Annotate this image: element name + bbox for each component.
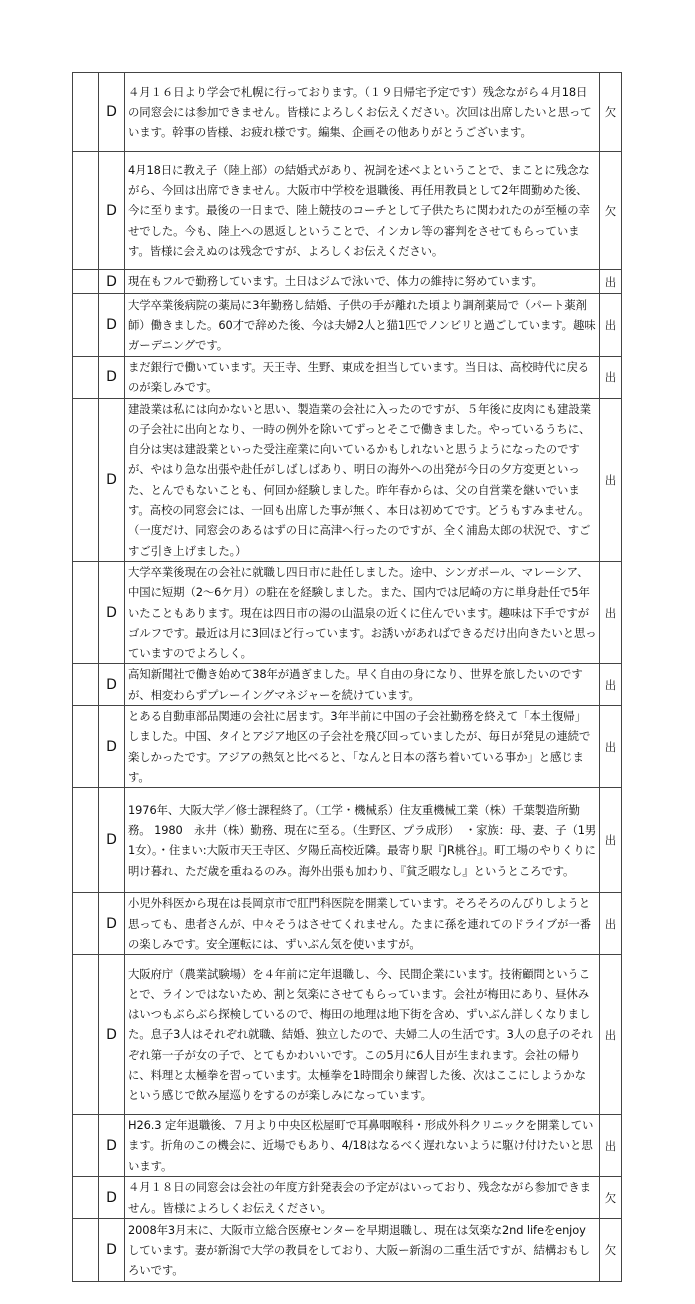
comment-cell: 建設業は私には向かないと思い、製造業の会社に入ったのですが、５年後に皮肉にも建設業の子会社に出向となり、一時の例外を除いてずっとそこで働きました。やっているうちに、自分は実は建設業といった受注産業に向いているかもしれないと思うようになったのですが、やはり急な出張や赴任がしばしばあり、明日の海外への出発が今日の夕方変更といった、とんでもないことも、何回か経験しました。昨年春からは、父の自営業を継いでいます。高校の同窓会には、一回も出席した事が無く、本日は初めてです。どうもすみません。（一度だけ、同窓会のあるはずの日に高津へ行ったのですが、全く浦島太郎の状況で、すごすご引き上げました。） [125,398,600,561]
attendance-cell: 出 [600,893,622,955]
comment-cell: 大学卒業後病院の薬局に3年勤務し結婚、子供の手が離れた頃より調剤薬局で（パート薬剤師）働きました。60才で辞めた後、今は夫婦2人と猫1匹でノンビリと過ごしています。趣味ガーデニングです。 [125,294,600,357]
table-row [73,955,622,1115]
blank-cell [73,398,99,561]
class-cell: D [99,1115,125,1177]
blank-cell [73,1219,99,1282]
table-row [73,1177,622,1219]
comment-cell: 4月18日に教え子（陸上部）の結婚式があり、祝詞を述べよということで、まことに残念ながら、今回は出席できません。大阪市中学校を退職後、再任用教員として2年間勤めた後、今に至ります。最後の一日まで、陸上競技のコーチとして子供たちに関われたのが至極の幸せでした。今も、陸上への恩返しということで、インカレ等の審判をさせてもらっています。皆様に会えぬのは残念ですが、よろしくお伝えください。 [125,152,600,270]
blank-cell [73,294,99,357]
table-row [73,1219,622,1282]
alumni-message-table [72,72,622,1282]
attendance-cell: 出 [600,561,622,663]
attendance-cell: 欠 [600,73,622,152]
class-cell: D [99,357,125,399]
attendance-cell: 欠 [600,152,622,270]
blank-cell [73,1177,99,1219]
blank-cell [73,788,99,893]
comment-cell: まだ銀行で働いています。天王寺、生野、東成を担当しています。当日は、高校時代に戻るのが楽しみです。 [125,357,600,399]
table-row [73,706,622,788]
class-cell: D [99,270,125,294]
comment-cell: 大学卒業後現在の会社に就職し四日市に赴任しました。途中、シンガポール、マレーシア、中国に短期（2〜6ケ月）の駐在を経験しました。また、国内では尼崎の方に単身赴任で5年いたこともあります。現在は四日市の湯の山温泉の近くに住んでいます。趣味は下手ですがゴルフです。最近は月に3回ほど行っています。お誘いがあればできるだけ出向きたいと思っていますのでよろしく。 [125,561,600,663]
comment-cell: ４月１８日の同窓会は会社の年度方針発表会の予定がはいっており、残念ながら参加できません。皆様によろしくお伝えください。 [125,1177,600,1219]
class-cell: D [99,706,125,788]
table-row [73,270,622,294]
comment-cell: H26.3 定年退職後、７月より中央区松屋町で耳鼻咽喉科・形成外科クリニックを開業しています。折角のこの機会に、近場でもあり、4/18はなるべく遅れないように駆け付けたいと思います。 [125,1115,600,1177]
attendance-cell: 出 [600,1115,622,1177]
table-row [73,893,622,955]
table-row [73,561,622,663]
table-row [73,788,622,893]
table-body [73,73,622,1282]
attendance-cell: 欠 [600,1177,622,1219]
class-cell: D [99,294,125,357]
blank-cell [73,706,99,788]
class-cell: D [99,664,125,706]
blank-cell [73,270,99,294]
blank-cell [73,561,99,663]
attendance-cell: 出 [600,706,622,788]
class-cell: D [99,398,125,561]
comment-cell: 小児外科医から現在は長岡京市で肛門科医院を開業しています。そろそろのんびりしようと思っても、患者さんが、中々そうはさせてくれません。たまに孫を連れてのドライブが一番の楽しみです。安全運転には、ずいぶん気を使いますが。 [125,893,600,955]
class-cell: D [99,152,125,270]
table-row [73,398,622,561]
class-cell: D [99,788,125,893]
blank-cell [73,664,99,706]
class-cell: D [99,893,125,955]
attendance-cell: 出 [600,955,622,1115]
table-row [73,294,622,357]
comment-cell: 現在もフルで勤務しています。土日はジムで泳いで、体力の維持に努めています。 [125,270,600,294]
class-cell: D [99,955,125,1115]
comment-cell: とある自動車部品関連の会社に居ます。3年半前に中国の子会社勤務を終えて「本土復帰」しました。中国、タイとアジア地区の子会社を飛び回っていましたが、毎日が発見の連続で楽しかったです。アジアの熱気と比べると、「なんと日本の落ち着いている事か」と感じます。 [125,706,600,788]
attendance-cell: 出 [600,788,622,893]
table-row [73,152,622,270]
comment-cell: 2008年3月末に、大阪市立総合医療センターを早期退職し、現在は気楽な2nd lifeをenjoyしています。妻が新潟で大学の教員をしており、大阪ー新潟の二重生活ですが、結構おもしろいです。 [125,1219,600,1282]
comment-cell: 高知新聞社で働き始めて38年が過ぎました。早く自由の身になり、世界を旅したいのですが、相変わらずプレーイングマネジャーを続けています。 [125,664,600,706]
attendance-cell: 出 [600,294,622,357]
comment-cell: ４月１６日より学会で札幌に行っております。（１９日帰宅予定です）残念ながら４月18日の同窓会には参加できません。皆様によろしくお伝えください。次回は出席したいと思っています。幹事の皆様、お疲れ様です。編集、企画その他ありがとうございます。 [125,73,600,152]
table-row [73,1115,622,1177]
comment-cell: 大阪府庁（農業試験場）を４年前に定年退職し、今、民間企業にいます。技術顧問ということで、ラインではないため、割と気楽にさせてもらっています。会社が梅田にあり、昼休みはいつもぶらぶら探検しているので、梅田の地理は地下街を含め、ずいぶん詳しくなりました。息子3人はそれぞれ就職、結婚、独立したので、夫婦二人の生活です。3人の息子のそれぞれ第一子が女の子で、とてもかわいいです。この5月に6人目が生まれます。会社の帰りに、料理と太極拳を習っています。太極拳を1時間余り練習した後、次はここにしようかなという感じで飲み屋巡りをするのが楽しみになっています。 [125,955,600,1115]
blank-cell [73,955,99,1115]
blank-cell [73,152,99,270]
attendance-cell: 出 [600,398,622,561]
blank-cell [73,357,99,399]
attendance-cell: 出 [600,270,622,294]
blank-cell [73,1115,99,1177]
table-row [73,357,622,399]
attendance-cell: 欠 [600,1219,622,1282]
class-cell: D [99,1219,125,1282]
comment-cell: 1976年、大阪大学／修士課程終了。（工学・機械系）住友重機械工業（株）千葉製造所勤務。 1980 永井（株）勤務、現在に至る。（生野区、プラ成形） ・家族：母、妻、子（1男1女）。・住まい:大阪市天王寺区、夕陽丘高校近隣。最寄り駅『JR桃谷』。町工場のやりくりに明け暮れ、ただ歳を重ねるのみ。海外出張も加わり、『貧乏暇なし』というところです。 [125,788,600,893]
table-row [73,664,622,706]
class-cell: D [99,561,125,663]
attendance-cell: 出 [600,664,622,706]
table-row [73,73,622,152]
blank-cell [73,73,99,152]
class-cell: D [99,73,125,152]
attendance-cell: 出 [600,357,622,399]
class-cell: D [99,1177,125,1219]
blank-cell [73,893,99,955]
